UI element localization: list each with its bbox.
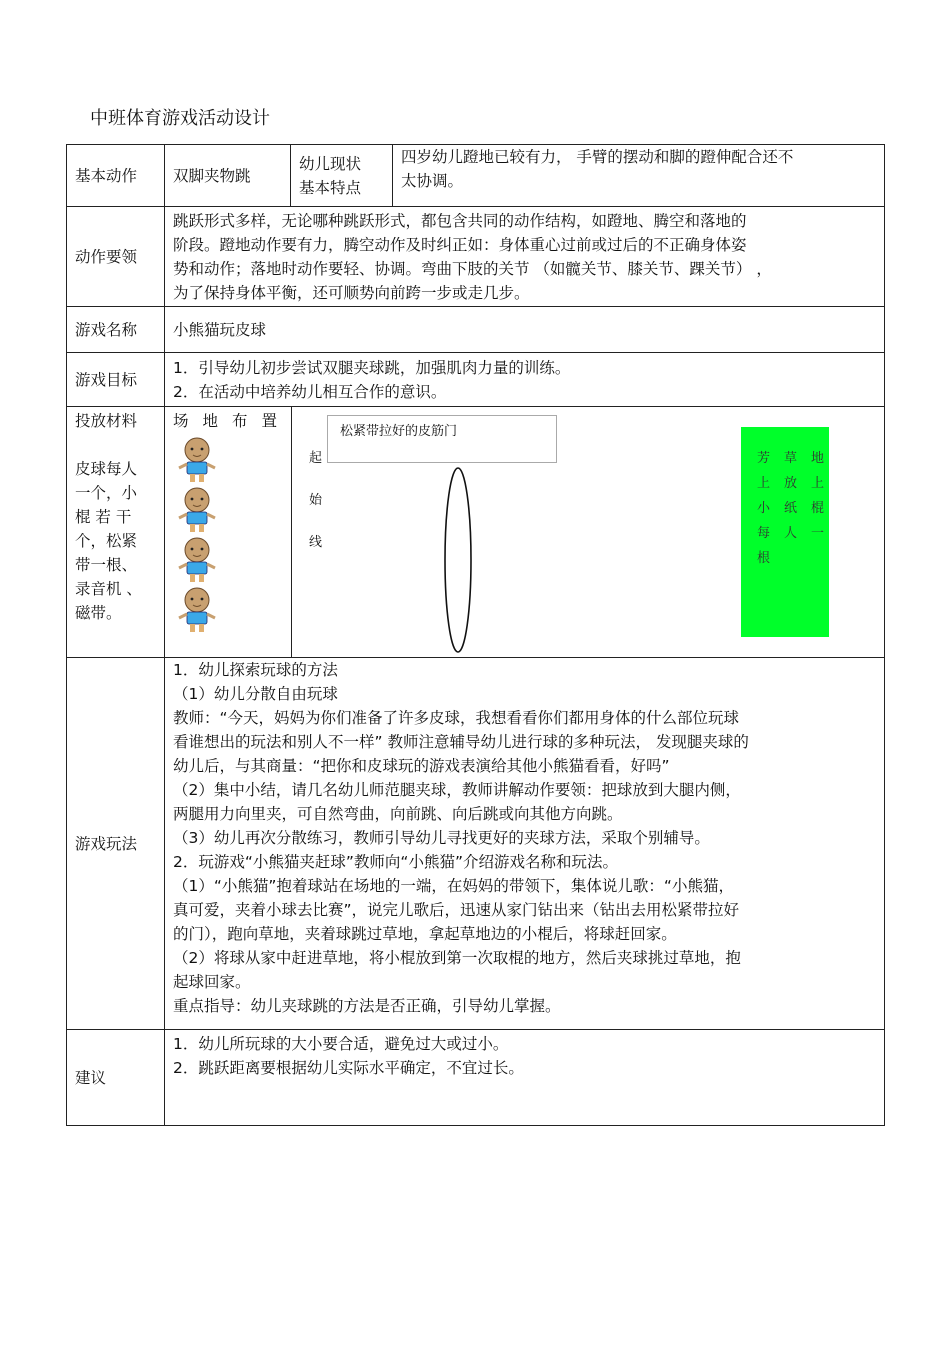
grass-text-line: 上放上: [757, 476, 839, 491]
play-line: 看谁想出的玩法和别人不一样” 教师注意辅导幼儿进行球的多种玩法， 发现腿夹球的: [173, 733, 749, 751]
essentials-line: 阶段。蹬地动作要有力，腾空动作及时纠正如：身体重心过前或过后的不正确身体姿: [173, 235, 747, 254]
grass-text-line: 芳草地: [757, 451, 839, 466]
material-line: 带一根、: [75, 556, 138, 574]
activity-table: [66, 144, 885, 1126]
status-line: 太协调。: [401, 172, 464, 190]
materials-cell: [67, 407, 165, 658]
label-status-line: 幼儿现状: [299, 154, 362, 173]
layout-divider: [291, 407, 292, 657]
advice-line: 1．幼儿所玩球的大小要合适，避免过大或过小。: [173, 1035, 509, 1053]
label-goals: 游戏目标: [67, 353, 165, 407]
essentials-line: 为了保持身体平衡，还可顺势向前跨一步或走几步。: [173, 283, 530, 302]
play-line: 教师：“今天，妈妈为你们准备了许多皮球，我想看看你们都用身体的什么部位玩球: [173, 709, 740, 727]
row-basic: [67, 145, 885, 207]
rope-gate-label: 松紧带拉好的皮筋门: [340, 424, 458, 439]
start-line-label: [309, 447, 327, 573]
play-line: 两腿用力向里夹，可自然弯曲，向前跳、向后跳或向其他方向跳。: [173, 805, 623, 823]
start-line-char: 起: [309, 451, 323, 466]
goal-line: 1．引导幼儿初步尝试双腿夹球跳，加强肌肉力量的训练。: [173, 358, 571, 377]
row-essentials: [67, 207, 885, 307]
start-line-char: 始: [309, 493, 323, 508]
label-play: 游戏玩法: [67, 658, 165, 1030]
play-line: 1．幼儿探索玩球的方法: [173, 661, 338, 679]
play-line: （2）将球从家中赶进草地，将小棍放到第一次取棍的地方，然后夹球挑过草地，抱: [173, 949, 741, 967]
grass-text-line: 小纸棍: [757, 501, 839, 516]
row-game-name: [67, 307, 885, 353]
label-materials: 投放材料: [75, 412, 138, 430]
grass-text-line: 每人一: [757, 526, 839, 541]
play-line: （3）幼儿再次分散练习，教师引导幼儿寻找更好的夹球方法，采取个别辅导。: [173, 829, 710, 847]
play-line: 2．玩游戏“小熊猫夹赶球”教师向“小熊猫”介绍游戏名称和玩法。: [173, 853, 618, 871]
rope-gate-box: [327, 415, 557, 463]
material-line: 皮球每人: [75, 460, 138, 478]
row-advice: [67, 1030, 885, 1126]
child-figure-icon: [173, 535, 221, 583]
play-line: 重点指导：幼儿夹球跳的方法是否正确，引导幼儿掌握。: [173, 997, 561, 1015]
label-basic-action: 基本动作: [67, 145, 165, 207]
play-line: 真可爱，夹着小球去比赛”，说完儿歌后，迅速从家门钻出来（钻出去用松紧带拉好: [173, 901, 740, 919]
material-line: 磁带。: [75, 604, 122, 622]
material-line: 一个，小: [75, 484, 138, 502]
label-advice: 建议: [67, 1030, 165, 1126]
grass-text-line: 根: [757, 551, 785, 566]
play-line: （1）幼儿分散自由玩球: [173, 685, 338, 703]
essentials-line: 跳跃形式多样，无论哪种跳跃形式，都包含共同的动作结构，如蹬地、腾空和落地的: [173, 211, 747, 230]
play-line: 的门），跑向草地，夹着球跳过草地，拿起草地边的小棍后，将球赶回家。: [173, 925, 677, 943]
essentials-line: 势和动作；落地时动作要轻、协调。弯曲下肢的关节 （如髋关节、膝关节、踝关节） ，: [173, 259, 772, 278]
hoop-ellipse: [443, 465, 473, 655]
child-figure-icon: [173, 485, 221, 533]
page-title: 中班体育游戏活动设计: [90, 108, 270, 129]
goal-line: 2．在活动中培养幼儿相互合作的意识。: [173, 382, 447, 401]
grass-area: [741, 427, 839, 637]
children-column: [173, 435, 221, 635]
row-goals: [67, 353, 885, 407]
advice-line: 2．跳跃距离要根据幼儿实际水平确定，不宜过长。: [173, 1059, 524, 1077]
value-game-name: 小熊猫玩皮球: [165, 307, 885, 353]
child-figure-icon: [173, 585, 221, 633]
start-line-char: 线: [309, 535, 323, 550]
material-line: 个，松紧: [75, 532, 138, 550]
value-basic-action: 双脚夹物跳: [165, 145, 291, 207]
field-layout-cell: [165, 407, 885, 658]
row-materials: [67, 407, 885, 658]
label-game-name: 游戏名称: [67, 307, 165, 353]
play-line: （2）集中小结，请几名幼儿师范腿夹球，教师讲解动作要领：把球放到大腿内侧，: [173, 781, 741, 799]
play-line: 起球回家。: [173, 973, 251, 991]
label-essentials: 动作要领: [67, 207, 165, 307]
value-status: [393, 145, 885, 207]
material-line: 棍 若 干: [75, 508, 132, 526]
value-play: [165, 658, 885, 1030]
play-line: 幼儿后，与其商量：“把你和皮球玩的游戏表演给其他小熊猫看看，好吗”: [173, 757, 670, 775]
value-goals: [165, 353, 885, 407]
label-status-line: 基本特点: [299, 178, 362, 197]
status-line: 四岁幼儿蹬地已较有力， 手臂的摆动和脚的蹬伸配合还不: [401, 148, 794, 166]
label-status: [291, 145, 393, 207]
row-play: [67, 658, 885, 1030]
material-line: 录音机 、: [75, 580, 142, 598]
play-line: （1）“小熊猫”抱着球站在场地的一端，在妈妈的带领下，集体说儿歌：“小熊猫，: [173, 877, 734, 895]
value-advice: [165, 1030, 885, 1126]
value-essentials: [165, 207, 885, 307]
label-field-layout: 场地布置: [173, 412, 292, 430]
child-figure-icon: [173, 435, 221, 483]
